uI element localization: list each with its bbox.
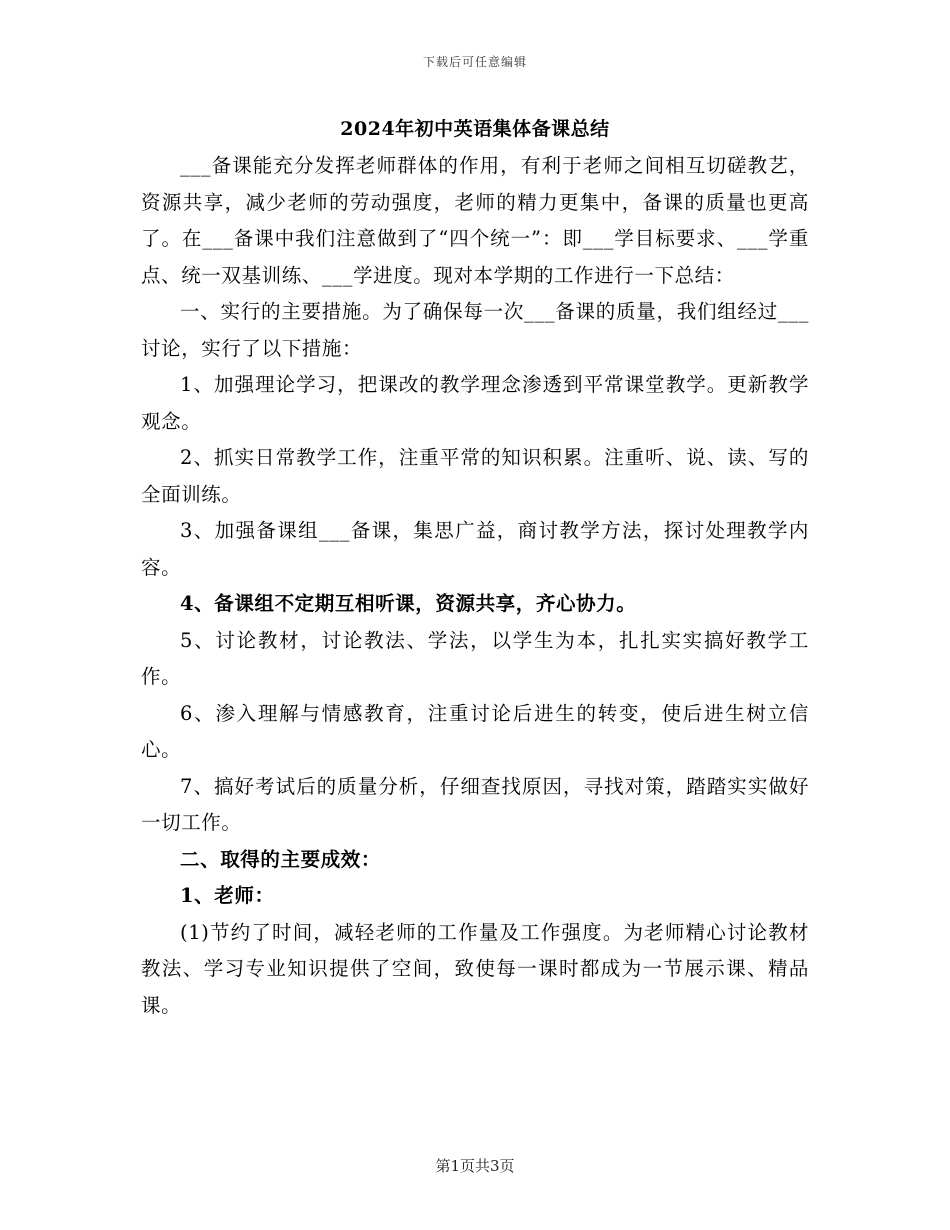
measure-item-1: 1、加强理论学习，把课改的教学理念渗透到平常课堂教学。更新教学观念。 <box>141 373 809 433</box>
measure-item-6: 6、渗入理解与情感教育，注重讨论后进生的转变，使后进生树立信心。 <box>141 701 809 761</box>
subsection-teacher-heading: 1、老师： <box>180 884 275 907</box>
document-body <box>141 112 809 1024</box>
page-footer: 第1页共3页 <box>435 1157 515 1175</box>
section-two-heading: 二、取得的主要成效： <box>180 847 382 871</box>
measure-item-4: 4、备课组不定期互相听课，资源共享，齐心协力。 <box>180 592 637 615</box>
document-title: 2024年初中英语集体备课总结 <box>340 118 610 140</box>
measure-item-7: 7、搞好考试后的质量分析，仔细查找原因，寻找对策，踏踏实实做好一切工作。 <box>141 774 809 834</box>
measure-item-5: 5、讨论教材，讨论教法、学法，以学生为本，扎扎实实搞好教学工作。 <box>141 628 809 688</box>
measure-item-2: 2、抓实日常教学工作，注重平常的知识积累。注重听、说、读、写的全面训练。 <box>141 446 809 506</box>
section-one-heading: 一、实行的主要措施。为了确保每一次___备课的质量，我们组经过___讨论，实行了以下措施： <box>141 300 809 360</box>
result-item-1: (1)节约了时间，减轻老师的工作量及工作强度。为老师精心讨论教材教法、学习专业知识提供了空间，致使每一课时都成为一节展示课、精品课。 <box>141 920 809 1017</box>
header-note: 下载后可任意编辑 <box>422 55 527 69</box>
intro-paragraph: ___备课能充分发挥老师群体的作用，有利于老师之间相互切磋教艺，资源共享，减少老师的劳动强度，老师的精力更集中，备课的质量也更高了。在___备课中我们注意做到了“四个统一”：即___学目标要求、___学重点、统一双基训练、___学进度。现对本学期的工作进行一下总结： <box>141 154 809 287</box>
measure-item-3: 3、加强备课组___备课，集思广益，商讨教学方法，探讨处理教学内容。 <box>141 519 809 579</box>
